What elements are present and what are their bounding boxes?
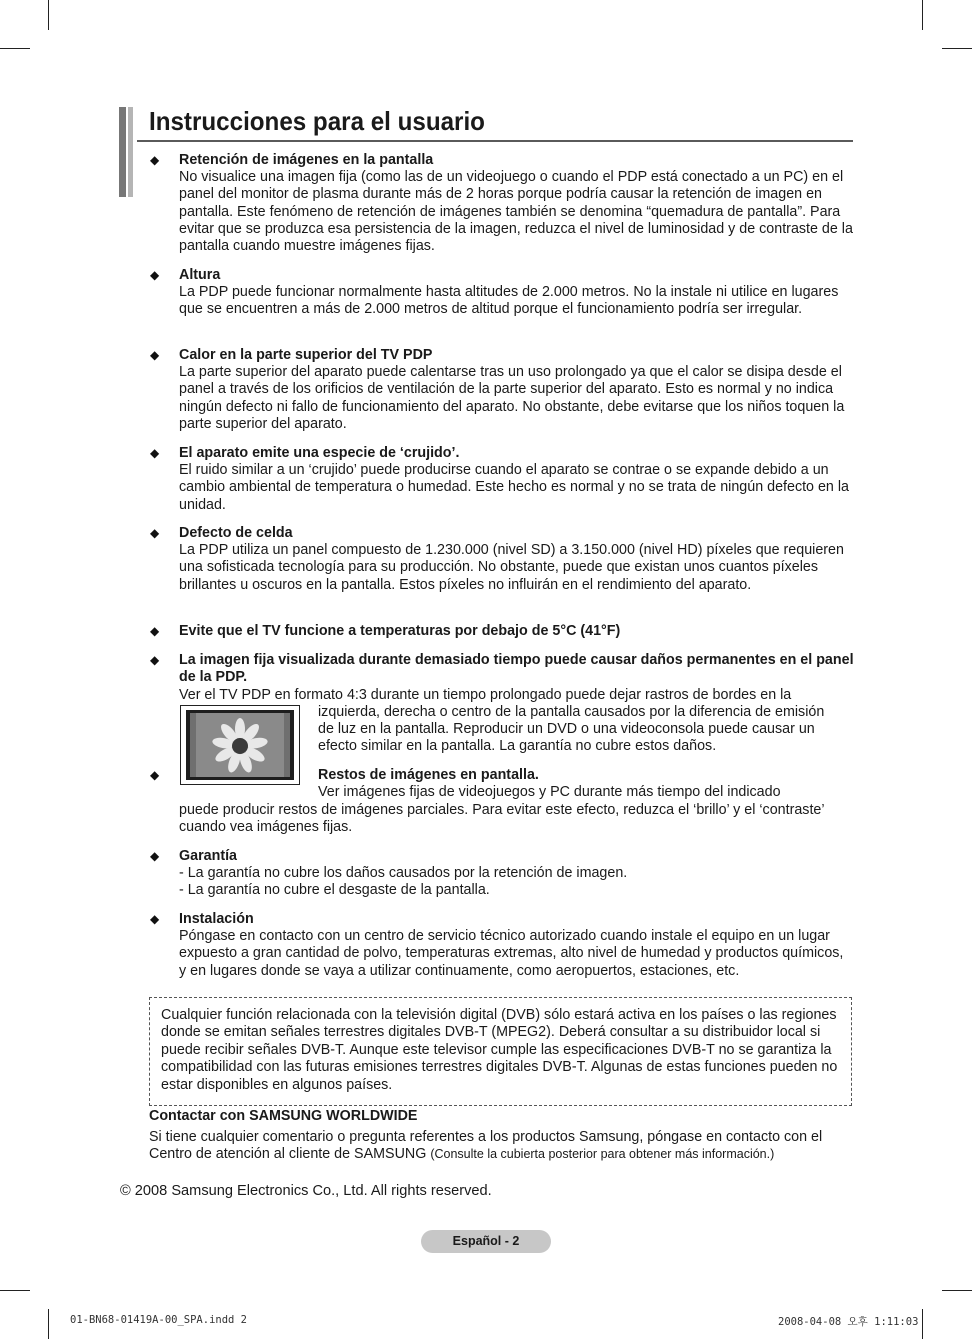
text-paragraph: puede producir restos de imágenes parciales. Para evitar este efecto, reduzca el ‘brillo’ y el ‘contraste’ cuando vea imágenes fijas. (179, 802, 825, 836)
section-warranty (179, 848, 854, 900)
crop-mark (922, 0, 923, 30)
crop-mark (942, 1290, 972, 1291)
flower-image-icon (186, 710, 294, 780)
diamond-bullet-icon: ◆ (150, 653, 160, 667)
section-cracking-noise (179, 445, 854, 514)
section-body: La PDP puede funcionar normalmente hasta altitudes de 2.000 metros. No la instale ni utilice en lugares que se encuentren a más de 2.000 metros de altitud porque el funcionamiento podría ser irregular. (179, 284, 839, 318)
warranty-line: - La garantía no cubre el desgaste de la pantalla. (179, 882, 490, 899)
section-heading: Calor en la parte superior del TV PDP (179, 347, 433, 363)
text-line: Ver imágenes fijas de videojuegos y PC durante más tiempo del indicado (318, 784, 781, 800)
crop-mark (922, 1309, 923, 1339)
crop-mark (48, 1309, 49, 1339)
text-line: de luz en la pantalla. Reproducir un DVD o una videoconsola puede causar un (318, 721, 815, 737)
section-body: La parte superior del aparato puede calentarse tras un uso prolongado ya que el calor se disipa desde el panel a través de los orificios de ventilación de la parte superior del aparato. Esto es normal y no indica ningún defecto ni fallo de funcionamiento del aparato. No obstante, debe evitarse que los niños toquen la parte superior del aparato. (179, 364, 845, 432)
section-heat (179, 347, 854, 433)
crop-mark (0, 48, 30, 49)
contact-note: (Consulte la cubierta posterior para obtener más información.) (430, 1147, 775, 1162)
header-accent-bar (128, 107, 133, 197)
diamond-bullet-icon: ◆ (150, 153, 160, 167)
dvb-notice-text: Cualquier función relacionada con la televisión digital (DVB) sólo estará activa en los países o las regiones donde se emitan señales terrestres digitales DVB-T (MPEG2). Deberá consultar a su distribuidor local si puede recibir señales DVB-T. Aunque este televisor cumple las especificaciones DVB-T no se garantiza la compatibilidad con las futuras emisiones terrestres digitales DVB-T. Algunas de estas funciones pueden no estar disponibles en algunos países. (161, 1007, 838, 1093)
section-body (179, 802, 854, 836)
section-body: Póngase en contacto con un centro de servicio técnico autorizado cuando instale el equipo en un lugar expuesto a gran cantidad de polvo, temperaturas extremas, alto nivel de humedad y productos químicos, y en lugares donde se vaya a utilizar continuamente, como aeropuertos, estaciones, etc. (179, 928, 844, 979)
diamond-bullet-icon: ◆ (150, 268, 160, 282)
contact-heading: Contactar con SAMSUNG WORLDWIDE (149, 1108, 418, 1124)
section-image-retention (179, 152, 854, 255)
section-heading: Defecto de celda (179, 525, 293, 541)
copyright: © 2008 Samsung Electronics Co., Ltd. All rights reserved. (120, 1183, 492, 1199)
title-underline (137, 140, 853, 142)
diamond-bullet-icon: ◆ (150, 849, 160, 863)
crop-mark (0, 1290, 30, 1291)
warranty-line: - La garantía no cubre los daños causados por la retención de imagen. (179, 865, 628, 882)
section-heading: Altura (179, 267, 221, 283)
diamond-bullet-icon: ◆ (150, 348, 160, 362)
section-cell-defect (179, 525, 854, 594)
section-altitude (179, 267, 854, 319)
section-body: No visualice una imagen fija (como las de un videojuego o cuando el PDP está conectado a un PC) en el panel del monitor de plasma durante más de 2 horas porque podría causar la retención de imagen en pantalla. Este fenómeno de retención de imágenes también se denomina “quemadura de pantalla”. Para evitar que se produzca esa persistencia de la imagen, reduzca el nivel de luminosidad y de contraste de la pantalla cuando muestre imágenes fijas. (179, 169, 853, 255)
sub-heading: Restos de imágenes en pantalla. (318, 767, 539, 783)
section-installation (179, 911, 854, 980)
contact-text (149, 1129, 849, 1164)
print-slug-right: 2008-04-08 오후 1:11:03 (778, 1316, 919, 1328)
diamond-bullet-icon: ◆ (150, 526, 160, 540)
section-heading: Retención de imágenes en la pantalla (179, 152, 434, 168)
contact-body: Si tiene cualquier comentario o pregunta referentes a los productos Samsung, póngase en contacto con el Centro de atención al cliente de SAMSUNG (149, 1129, 823, 1163)
section-heading: Evite que el TV funcione a temperaturas por debajo de 5°C (41°F) (179, 623, 621, 639)
crop-mark (48, 0, 49, 30)
section-static-image (179, 652, 854, 686)
section-heading: Instalación (179, 911, 254, 927)
tv-screen-illustration (180, 705, 300, 785)
diamond-bullet-icon: ◆ (150, 912, 160, 926)
diamond-bullet-icon: ◆ (150, 624, 160, 638)
section-temperature (179, 623, 854, 640)
section-heading: Garantía (179, 848, 238, 864)
page-number-badge: Español - 2 (421, 1230, 551, 1253)
diamond-bullet-icon: ◆ (150, 768, 160, 782)
section-body: La PDP utiliza un panel compuesto de 1.230.000 (nivel SD) a 3.150.000 (nivel HD) píxeles que requieren una sofisticada tecnología para su producción. No obstante, puede que existan unos cuantos píxeles brillantes u oscuros en la pantalla. Estos píxeles no influirán en el rendimiento del aparato. (179, 542, 844, 593)
diamond-bullet-icon: ◆ (150, 446, 160, 460)
text-line: Ver el TV PDP en formato 4:3 durante un tiempo prolongado puede dejar rastros de bordes en la (179, 687, 792, 703)
section-body: El ruido similar a un ‘crujido’ puede producirse cuando el aparato se contrae o se expande debido a un cambio ambiental de temperatura o humedad. Este hecho es normal y no se trata de ningún defecto en la unidad. (179, 462, 849, 513)
page-title: Instrucciones para el usuario (149, 106, 485, 136)
section-heading: La imagen fija visualizada durante demasiado tiempo puede causar daños permanentes en el panel de la PDP. (179, 652, 854, 686)
header-accent-bar (119, 107, 126, 197)
text-line: efecto similar en la pantalla. La garantía no cubre estos daños. (318, 738, 717, 754)
section-heading: El aparato emite una especie de ‘crujido’. (179, 445, 460, 461)
crop-mark (942, 48, 972, 49)
print-slug-left: 01-BN68-01419A-00_SPA.indd 2 (70, 1314, 248, 1326)
text-line: izquierda, derecha o centro de la pantalla causados por la diferencia de emisión (318, 704, 825, 720)
